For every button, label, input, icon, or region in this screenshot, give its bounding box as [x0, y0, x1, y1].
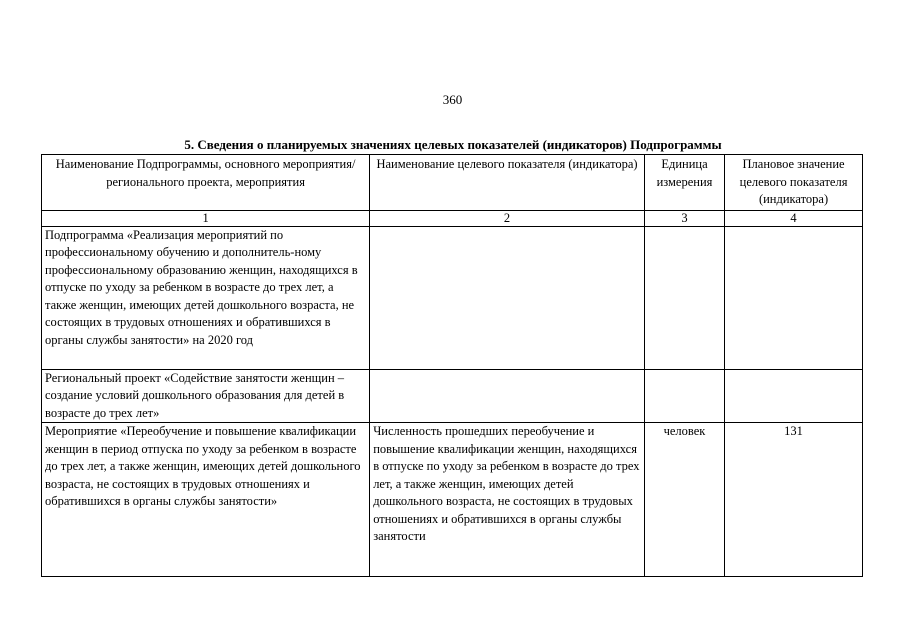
header-indicator-name: Наименование целевого показателя (индикатора) [370, 155, 645, 211]
header-program-name: Наименование Подпрограммы, основного мероприятия/ регионального проекта, мероприятия [42, 155, 370, 211]
indicator-cell [370, 226, 645, 369]
table-row [42, 226, 863, 369]
table-row [42, 423, 863, 577]
unit-cell [644, 226, 724, 369]
value-cell [725, 226, 863, 369]
section-title: 5. Сведения о планируемых значениях целевых показателей (индикаторов) Подпрограммы [184, 137, 722, 152]
column-number: 3 [644, 210, 724, 226]
column-number: 2 [370, 210, 645, 226]
unit-cell: человек [644, 423, 724, 577]
value-cell: 131 [725, 423, 863, 577]
page-number: 360 [442, 92, 463, 107]
header-unit: Единица измерения [644, 155, 724, 211]
column-number: 4 [725, 210, 863, 226]
indicators-table [41, 154, 863, 577]
program-name-cell: Подпрограмма «Реализация мероприятий по профессиональному обучению и дополнитель-ному профессиональному образованию женщин, находящихся в отпуске по уходу за ребенком в возрасте до трех лет, а также женщин, имеющих детей дошкольного возраста, не состоящих в трудовых отношениях и обратившихся в органы службы занятости» на 2020 год [42, 226, 370, 369]
program-name-cell: Региональный проект «Содействие занятости женщин – создание условий дошкольного образования для детей в возрасте до трех лет» [42, 369, 370, 423]
indicator-cell: Численность прошедших переобучение и повышение квалификации женщин, находящихся в отпуске по уходу за ребенком в возрасте до трех лет, а также женщин, имеющих детей дошкольного возраста, не состоящих в трудовых отношениях и обратившихся в органы службы занятости [370, 423, 645, 577]
program-name-cell: Мероприятие «Переобучение и повышение квалификации женщин в период отпуска по уходу за ребенком в возрасте до трех лет, а также женщин, имеющих детей дошкольного возраста, не состоящих в трудовых отношениях и обратившихся в органы службы занятости» [42, 423, 370, 577]
table-row [42, 369, 863, 423]
header-row [42, 155, 863, 211]
value-cell [725, 369, 863, 423]
unit-cell [644, 369, 724, 423]
column-number: 1 [42, 210, 370, 226]
header-planned-value: Плановое значение целевого показателя (индикатора) [725, 155, 863, 211]
indicator-cell [370, 369, 645, 423]
column-number-row [42, 210, 863, 226]
